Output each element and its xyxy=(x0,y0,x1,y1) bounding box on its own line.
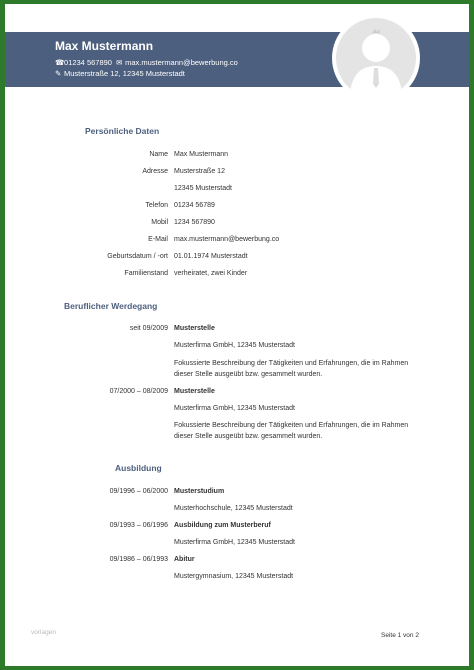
section-title-personal: Persönliche Daten xyxy=(85,126,160,136)
section-title-career: Beruflicher Werdegang xyxy=(64,301,158,311)
career-date: 07/2000 – 08/2009 xyxy=(109,388,168,395)
value-phone: 01234 56789 xyxy=(174,202,215,209)
label-email: E-Mail xyxy=(148,236,168,243)
value-city: 12345 Musterstadt xyxy=(174,185,232,192)
label-phone: Telefon xyxy=(145,202,168,209)
label-mobile: Mobil xyxy=(151,219,168,226)
value-mobile: 1234 567890 xyxy=(174,219,215,226)
education-place: Musterfirma GmbH, 12345 Musterstadt xyxy=(174,539,295,546)
education-date: 09/1993 – 06/1996 xyxy=(109,522,168,529)
watermark: vorlagen xyxy=(31,629,56,636)
label-family: Familienstand xyxy=(124,270,168,277)
envelope-icon: ✉ xyxy=(116,58,123,67)
career-company: Musterfirma GmbH, 12345 Musterstadt xyxy=(174,342,295,349)
career-description: Fokussierte Beschreibung der Tätigkeiten und Erfahrungen, die im Rahmen dieser Stelle ausgeübt bzw. gesammelt wurden. xyxy=(174,422,409,440)
value-name: Max Mustermann xyxy=(174,151,229,158)
label-address: Adresse xyxy=(142,168,168,175)
section-title-education: Ausbildung xyxy=(115,463,162,473)
candidate-name: Max Mustermann xyxy=(55,39,154,53)
address-line xyxy=(55,69,185,78)
career-company: Musterfirma GmbH, 12345 Musterstadt xyxy=(174,405,295,412)
pen-icon: ✎ xyxy=(55,69,62,78)
education-title: Ausbildung zum Musterberuf xyxy=(174,522,271,529)
education-title: Musterstudium xyxy=(174,488,225,495)
education-place: Musterhochschule, 12345 Musterstadt xyxy=(174,505,293,512)
page-number: Seite 1 von 2 xyxy=(381,632,419,639)
header-phone: 01234 567890 xyxy=(64,58,112,67)
education-date: 09/1996 – 06/2000 xyxy=(109,488,168,495)
value-birth: 01.01.1974 Musterstadt xyxy=(174,253,248,260)
career-date: seit 09/2009 xyxy=(129,325,168,332)
education-title: Abitur xyxy=(174,556,195,563)
header-address: Musterstraße 12, 12345 Musterstadt xyxy=(64,69,185,78)
value-email: max.mustermann@bewerbung.co xyxy=(174,236,280,243)
cv-page xyxy=(5,4,469,666)
label-name: Name xyxy=(149,151,168,158)
education-place: Mustergymnasium, 12345 Musterstadt xyxy=(174,573,294,580)
career-position: Musterstelle xyxy=(174,388,215,395)
label-birth: Geburtsdatum / -ort xyxy=(107,253,168,260)
person-silhouette-icon xyxy=(336,18,416,98)
career-description: Fokussierte Beschreibung der Tätigkeiten und Erfahrungen, die im Rahmen dieser Stelle ausgeübt bzw. gesammelt wurden. xyxy=(174,360,409,378)
education-date: 09/1986 – 06/1993 xyxy=(109,556,168,563)
phone-icon: ☎ xyxy=(55,58,65,67)
value-street: Musterstraße 12 xyxy=(174,168,225,175)
career-position: Musterstelle xyxy=(174,325,215,332)
contact-line xyxy=(55,58,238,67)
value-family: verheiratet, zwei Kinder xyxy=(174,270,248,277)
header-email: max.mustermann@bewerbung.co xyxy=(125,58,238,67)
profile-photo-placeholder xyxy=(336,18,416,98)
